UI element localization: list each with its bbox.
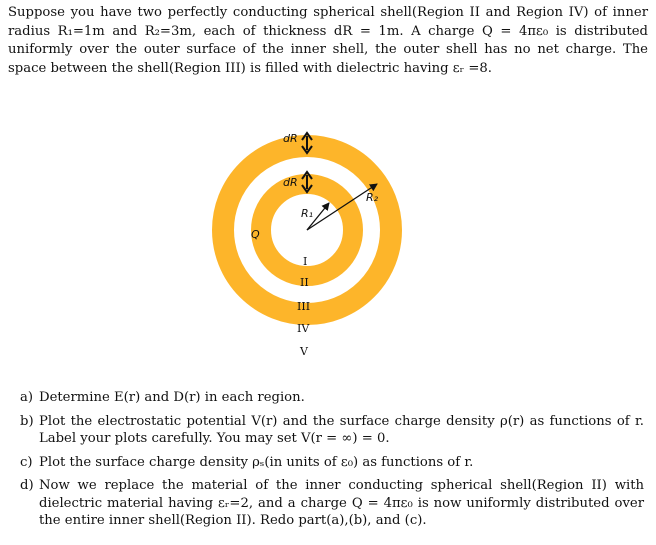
question-text: Plot the electrostatic potential V(r) and the surface charge density ρ(r) as functions of r. Label your plots carefully. You may set V(r = ∞) = 0. [39,413,644,446]
dr-inner-label: dR [283,176,298,189]
r1-label: R₁ [301,207,314,220]
problem-statement: Suppose you have two perfectly conducting spherical shell(Region II and Region IV) of inner radius R₁=1m and R₂=3m, each of thickness dR = 1m. A charge Q = 4πε₀ is distributed uniformly over the outer surface of the inner shell, the outer shell has no net charge. The space between the shell(Region III) is filled with dielectric having εᵣ =8. [8,5,648,76]
dr-outer-label: dR [283,132,298,145]
r2-label: R₂ [366,191,379,204]
question-c [20,454,644,472]
question-a [20,389,644,407]
question-tag: b) [20,413,34,429]
region-4-label: IV [297,322,310,335]
region-3-label: III [297,300,311,313]
question-b [20,413,644,448]
region-2-label: II [300,276,309,289]
region-5-label: V [300,345,308,358]
question-list [20,389,644,536]
concentric-shells-figure [196,120,418,370]
question-tag: c) [20,454,33,470]
question-text: Now we replace the material of the inner conducting spherical shell(Region II) with dielectric material having εᵣ=2, and a charge Q = 4πε₀ is now uniformly distributed over the entire inner shell(Region II). Redo part(a),(b), and (c). [39,478,644,528]
question-text: Plot the surface charge density ρₛ(in units of ε₀) as functions of r. [39,454,474,470]
question-d [20,477,644,530]
question-text: Determine E(r) and D(r) in each region. [39,390,305,405]
charge-q-label: Q [251,228,260,241]
region-1-label: I [303,255,308,268]
question-tag: d) [20,478,34,493]
question-tag: a) [20,390,34,405]
